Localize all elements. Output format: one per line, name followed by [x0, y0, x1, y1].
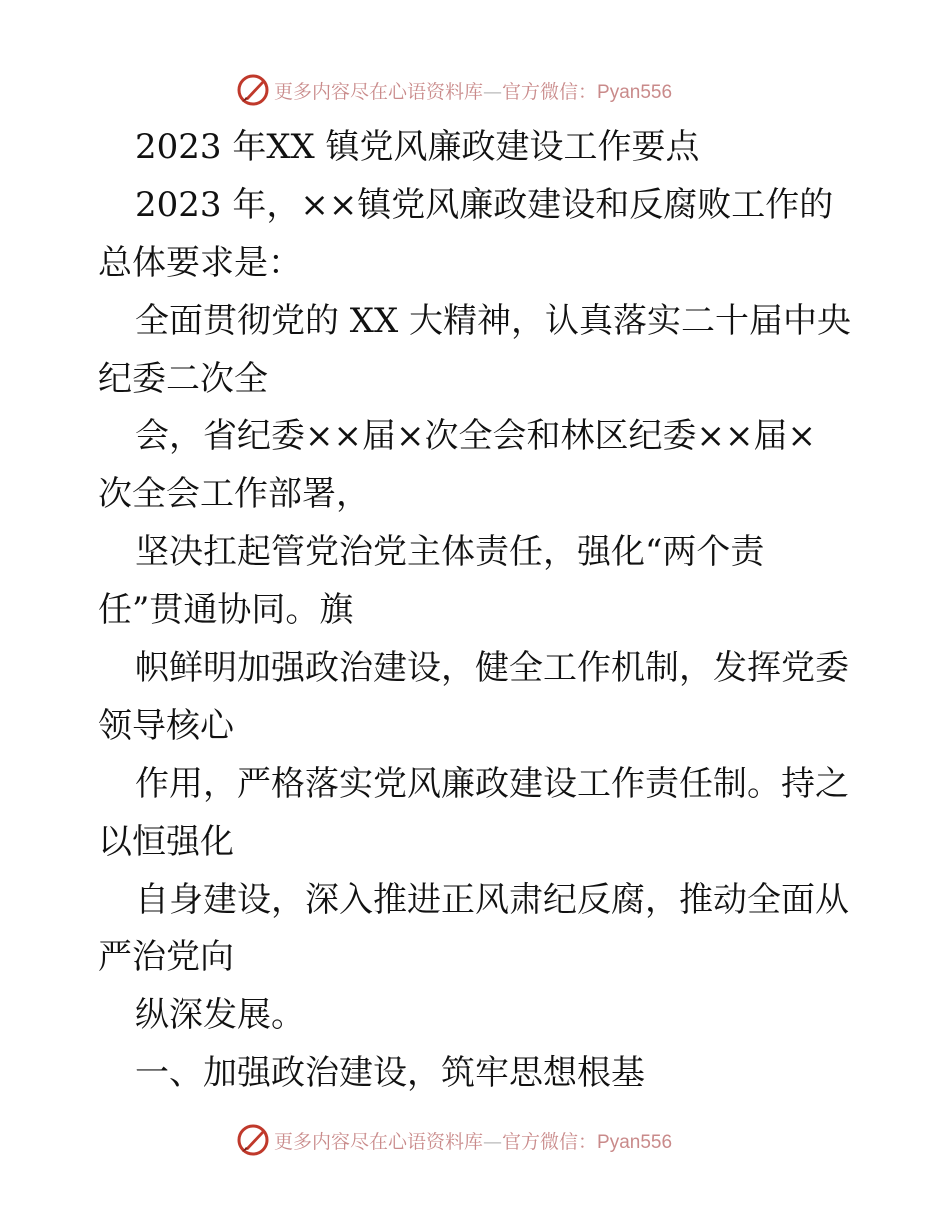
banner-promo: 更多内容尽在心语资料库: [274, 80, 484, 103]
paragraph-line: 纵深发展。: [135, 995, 305, 1036]
quill-logo-icon: [236, 73, 270, 107]
footer-banner: [236, 1122, 716, 1158]
paragraph-line: 以恒强化: [98, 821, 234, 862]
header-banner: [236, 72, 716, 108]
paragraph-line: 坚决扛起管党治党主体责任，强化“两个责: [135, 532, 765, 573]
banner-contact: 官方微信：Pyan556: [502, 1131, 673, 1153]
banner-text: [274, 77, 672, 104]
banner-separator: —: [483, 80, 503, 103]
paragraph-line: 全面贯彻党的 XX 大精神，认真落实二十届中央: [135, 300, 852, 341]
paragraph-line: 严治党向: [98, 937, 234, 978]
banner-separator: —: [483, 1130, 503, 1153]
document-title: 2023 年XX 镇党风廉政建设工作要点: [135, 127, 700, 167]
banner-promo: 更多内容尽在心语资料库: [274, 1130, 484, 1153]
paragraph-line: 作用，严格落实党风廉政建设工作责任制。持之: [135, 763, 849, 804]
banner-contact: 官方微信：Pyan556: [502, 81, 673, 103]
paragraph-line: 领导核心: [98, 705, 234, 746]
paragraph-line: 纪委二次全: [98, 358, 268, 399]
paragraph-line: 2023 年，××镇党风廉政建设和反腐败工作的: [135, 184, 834, 225]
paragraph-line: 会，省纪委××届×次全会和林区纪委××届×: [135, 416, 816, 457]
paragraph-line: 任”贯通协同。旗: [98, 590, 354, 631]
paragraph-line: 次全会工作部署，: [98, 474, 370, 515]
paragraph-line: 总体要求是：: [98, 242, 302, 283]
banner-text: [274, 1127, 672, 1154]
section-heading: 一、加强政治建设，筑牢思想根基: [135, 1053, 645, 1094]
quill-logo-icon: [236, 1123, 270, 1157]
paragraph-line: 帜鲜明加强政治建设，健全工作机制，发挥党委: [135, 648, 849, 689]
paragraph-line: 自身建设，深入推进正风肃纪反腐，推动全面从: [135, 879, 849, 920]
document-body: [98, 119, 858, 1103]
